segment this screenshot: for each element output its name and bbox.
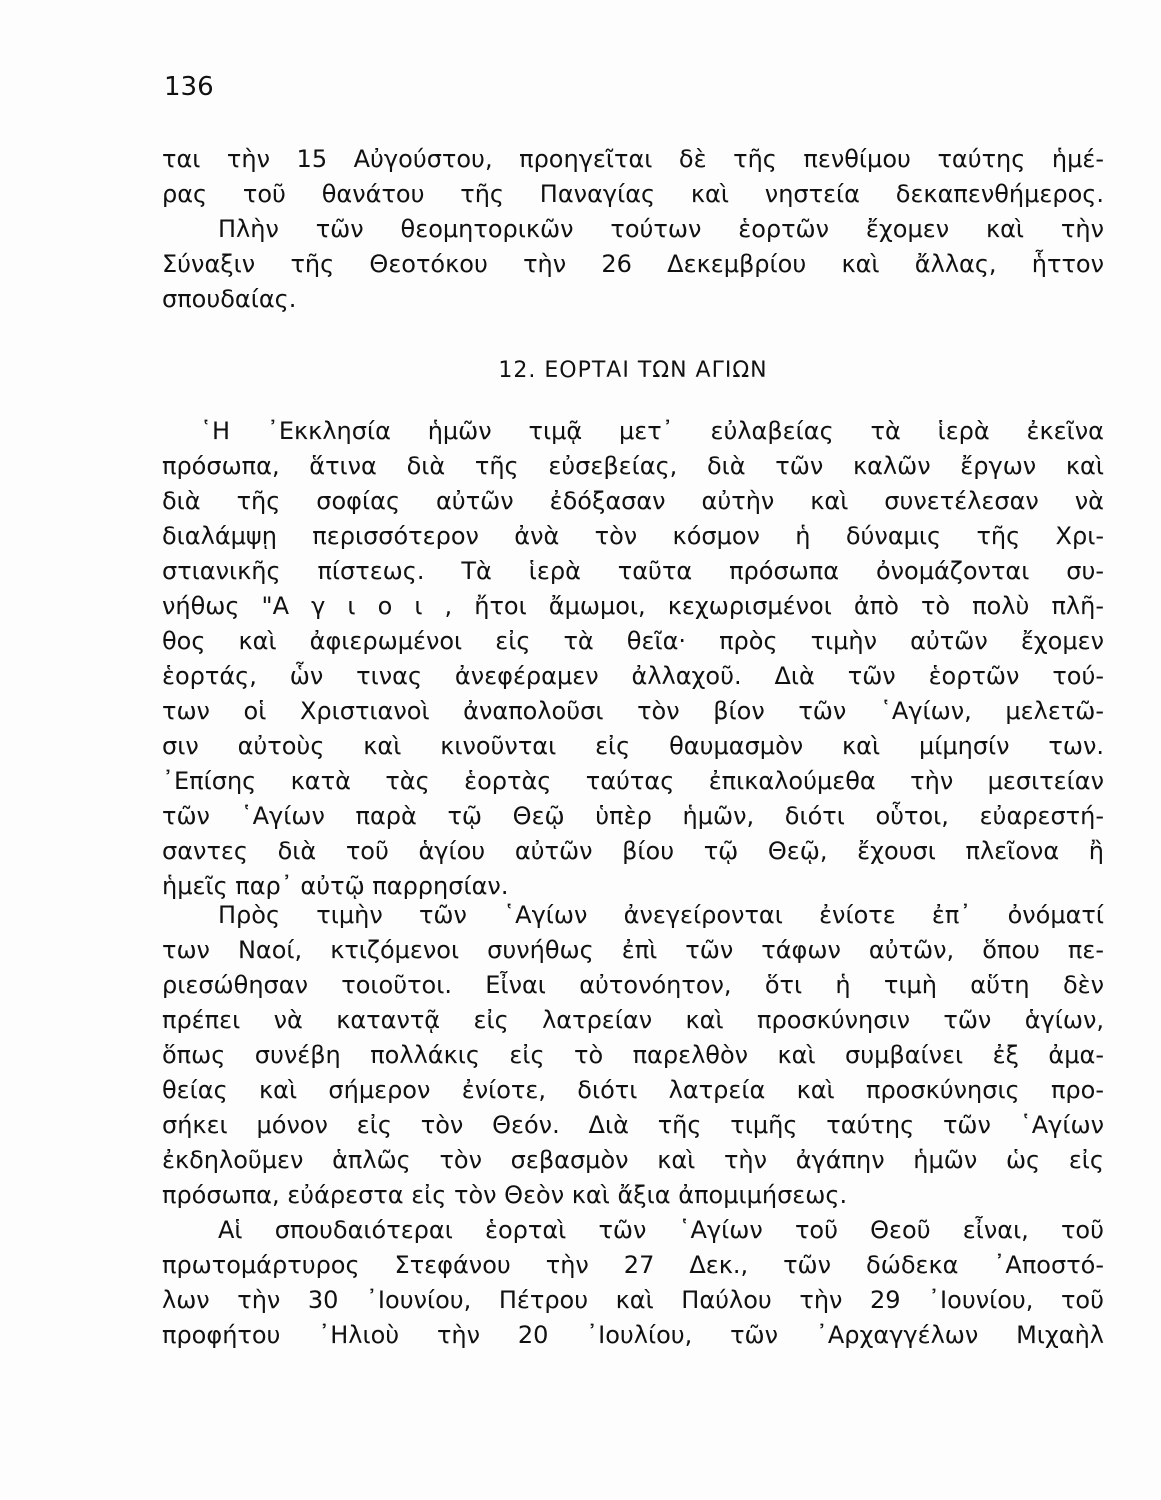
text-line: στιανικῆς πίστεως. Τὰ ἱερὰ ταῦτα πρόσωπα ὀνομάζονται συ- xyxy=(162,557,1104,585)
text-line: ῾Η ᾿Εκκλησία ἡμῶν τιμᾷ μετ᾿ εὐλαβείας τὰ ἱερὰ ἐκεῖνα xyxy=(200,417,1104,445)
text-line: ᾿Επίσης κατὰ τὰς ἑορτὰς ταύτας ἐπικαλούμεθα τὴν μεσιτείαν xyxy=(162,767,1104,795)
paragraph-2 xyxy=(162,898,1104,1213)
text-line: ὅπως συνέβη πολλάκις εἰς τὸ παρελθὸν καὶ συμβαίνει ἐξ ἀμα- xyxy=(162,1041,1104,1069)
text-line: θος καὶ ἀφιερωμένοι εἰς τὰ θεῖα· πρὸς τιμὴν αὐτῶν ἔχομεν xyxy=(162,627,1104,655)
text-line: των Ναοί, κτιζόμενοι συνήθως ἐπὶ τῶν τάφων αὐτῶν, ὅπου πε- xyxy=(162,936,1104,964)
page-number: 136 xyxy=(164,72,214,102)
paragraph-3 xyxy=(162,1213,1104,1353)
text-line: λων τὴν 30 ᾿Ιουνίου, Πέτρου καὶ Παύλου τὴν 29 ᾿Ιουνίου, τοῦ xyxy=(162,1286,1104,1314)
text-line: Πρὸς τιμὴν τῶν ῾Αγίων ἀνεγείρονται ἐνίοτε ἐπ᾿ ὀνόματί xyxy=(218,901,1104,929)
text-line: πρόσωπα, εὐάρεστα εἰς τὸν Θεὸν καὶ ἄξια ἀπομιμήσεως. xyxy=(162,1181,848,1209)
text-line: ἡμεῖς παρ᾿ αὐτῷ παρρησίαν. xyxy=(162,872,509,900)
text-line: ρας τοῦ θανάτου τῆς Παναγίας καὶ νηστεία δεκαπενθήμερος. xyxy=(162,180,1104,208)
intro-paragraph xyxy=(162,142,1104,317)
section-heading: 12. ΕΟΡΤΑΙ ΤΩΝ ΑΓΙΩΝ xyxy=(498,358,768,383)
text-line: πρωτομάρτυρος Στεφάνου τὴν 27 Δεκ., τῶν δώδεκα ᾿Αποστό- xyxy=(162,1251,1104,1279)
text-line: ριεσώθησαν τοιοῦτοι. Εἶναι αὐτονόητον, ὅτι ἡ τιμὴ αὕτη δὲν xyxy=(162,971,1104,999)
text-line: τῶν ῾Αγίων παρὰ τῷ Θεῷ ὑπὲρ ἡμῶν, διότι οὗτοι, εὐαρεστή- xyxy=(162,802,1104,830)
text-line: ἐκδηλοῦμεν ἁπλῶς τὸν σεβασμὸν καὶ τὴν ἀγάπην ἡμῶν ὡς εἰς xyxy=(162,1146,1104,1174)
text-line: των οἱ Χριστιανοὶ ἀναπολοῦσι τὸν βίον τῶν ῾Αγίων, μελετῶ- xyxy=(162,697,1104,725)
text-line: πρόσωπα, ἅτινα διὰ τῆς εὐσεβείας, διὰ τῶν καλῶν ἔργων καὶ xyxy=(162,452,1104,480)
text-line: θείας καὶ σήμερον ἐνίοτε, διότι λατρεία καὶ προσκύνησις προ- xyxy=(162,1076,1104,1104)
text-line: διαλάμψῃ περισσότερον ἀνὰ τὸν κόσμον ἡ δύναμις τῆς Χρι- xyxy=(162,522,1104,550)
text-line: σήκει μόνον εἰς τὸν Θεόν. Διὰ τῆς τιμῆς ταύτης τῶν ῾Αγίων xyxy=(162,1111,1104,1139)
text-line: προφήτου ᾿Ηλιοὺ τὴν 20 ᾿Ιουλίου, τῶν ᾿Αρχαγγέλων Μιχαὴλ xyxy=(162,1321,1104,1349)
text-line: Αἱ σπουδαιότεραι ἑορταὶ τῶν ῾Αγίων τοῦ Θεοῦ εἶναι, τοῦ xyxy=(218,1216,1104,1244)
text-line: πρέπει νὰ καταντᾷ εἰς λατρείαν καὶ προσκύνησιν τῶν ἁγίων, xyxy=(162,1006,1104,1034)
body-paragraph xyxy=(162,414,1104,904)
text-line: σπουδαίας. xyxy=(162,285,297,313)
text-line: ται τὴν 15 Αὐγούστου, προηγεῖται δὲ τῆς πενθίμου ταύτης ἡμέ- xyxy=(162,145,1104,173)
text-line: νήθως "Α γ ι ο ι , ἤτοι ἄμωμοι, κεχωρισμένοι ἀπὸ τὸ πολὺ πλῆ- xyxy=(162,592,1104,620)
text-line: ἑορτάς, ὧν τινας ἀνεφέραμεν ἀλλαχοῦ. Διὰ τῶν ἑορτῶν τού- xyxy=(162,662,1104,690)
text-line: σαντες διὰ τοῦ ἁγίου αὐτῶν βίου τῷ Θεῷ, ἔχουσι πλεῖονα ἢ xyxy=(162,837,1104,865)
text-line: Πλὴν τῶν θεομητορικῶν τούτων ἑορτῶν ἔχομεν καὶ τὴν xyxy=(218,215,1104,243)
text-line: σιν αὐτοὺς καὶ κινοῦνται εἰς θαυμασμὸν καὶ μίμησίν των. xyxy=(162,732,1104,760)
text-line: Σύναξιν τῆς Θεοτόκου τὴν 26 Δεκεμβρίου καὶ ἄλλας, ἧττον xyxy=(162,250,1104,278)
text-line: διὰ τῆς σοφίας αὐτῶν ἐδόξασαν αὐτὴν καὶ συνετέλεσαν νὰ xyxy=(162,487,1104,515)
